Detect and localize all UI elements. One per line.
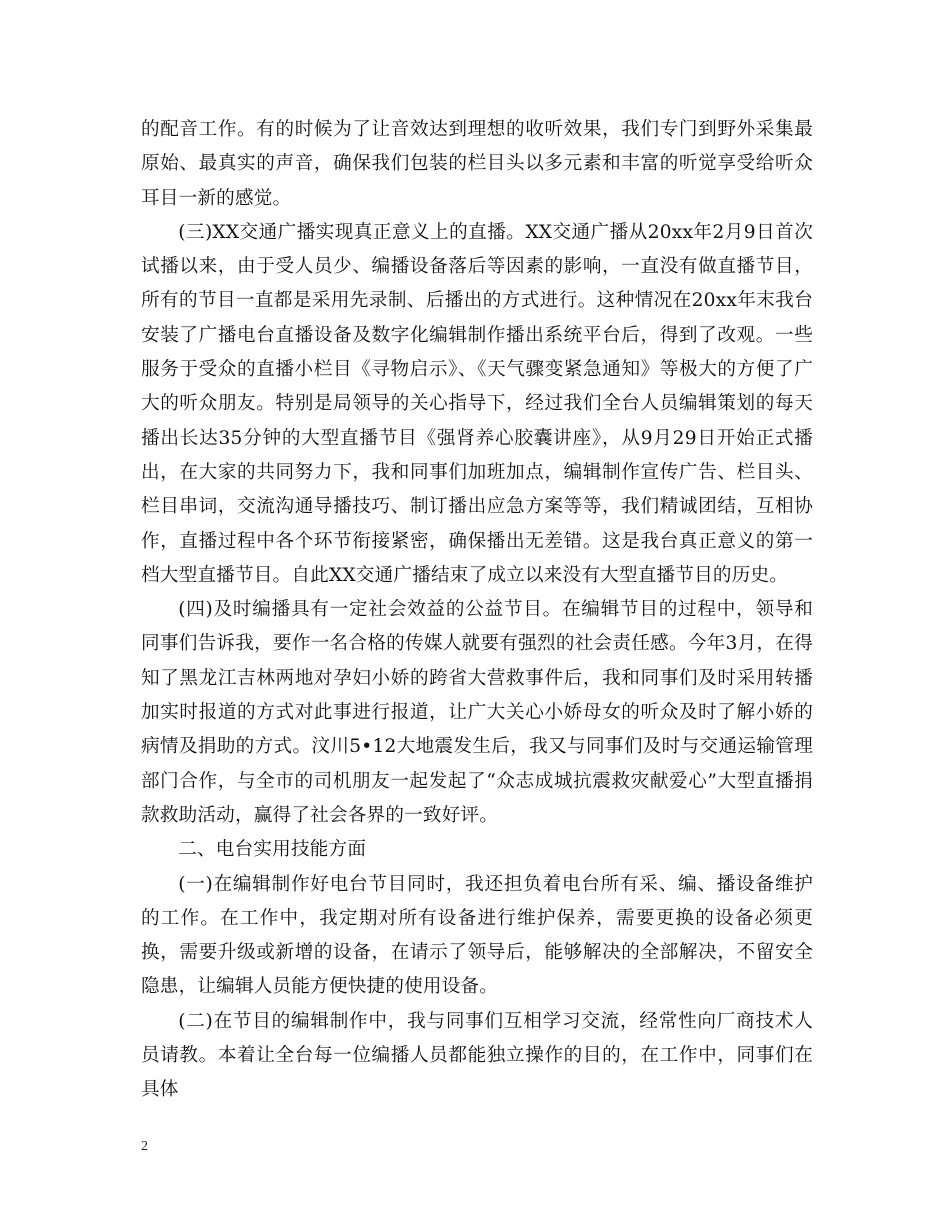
page-number: 2 <box>141 1139 148 1154</box>
paragraph-section-3: (三)XX交通广播实现真正意义上的直播。XX交通广播从20xx年2月9日首次试播以来，由于受人员少、编播设备落后等因素的影响，一直没有做直播节目，所有的节目一直都是采用先录制、后播出的方式进行。这种情况在20xx年末我台安装了广播电台直播设备及数字化编辑制作播出系统平台后，得到了改观。一些服务于受众的直播小栏目《寻物启示》、《天气骤变紧急通知》等极大的方便了广大的听众朋友。特别是局领导的关心指导下，经过我们全台人员编辑策划的每天播出长达35分钟的大型直播节目《强肾养心胶囊讲座》，从9月29日开始正式播出，在大家的共同努力下，我和同事们加班加点，编辑制作宣传广告、栏目头、栏目串词，交流沟通导播技巧、制订播出应急方案等等，我们精诚团结，互相协作，直播过程中各个环节衔接紧密，确保播出无差错。这是我台真正意义的第一档大型直播节目。自此XX交通广播结束了成立以来没有大型直播节目的历史。 <box>141 221 813 586</box>
paragraph-section-4: (四)及时编播具有一定社会效益的公益节目。在编辑节目的过程中，领导和同事们告诉我，要作一名合格的传媒人就要有强烈的社会责任感。今年3月，在得知了黑龙江吉林两地对孕妇小娇的跨省大营救事件后，我和同事们及时采用转播加实时报道的方式对此事进行报道，让广大关心小娇母女的听众及时了解小娇的病情及捐助的方式。汶川5•12大地震发生后，我又与同事们及时与交通运输管理部门合作，与全市的司机朋友一起发起了“众志成城抗震救灾献爱心”大型直播捐款救助活动，赢得了社会各界的一致好评。 <box>141 599 813 826</box>
document-body <box>141 113 813 1108</box>
section-heading-skills: 二、电台实用技能方面 <box>178 839 367 861</box>
paragraph-skills-1: (一)在编辑制作好电台节目同时，我还担负着电台所有采、编、播设备维护的工作。在工作中，我定期对所有设备进行维护保养，需要更换的设备必须更换，需要升级或新增的设备，在请示了领导后，能够解决的全部解决，不留安全隐患，让编辑人员能方便快捷的使用设备。 <box>141 873 813 998</box>
paragraph-continuation: 的配音工作。有的时候为了让音效达到理想的收听效果，我们专门到野外采集最原始、最真实的声音，确保我们包装的栏目头以多元素和丰富的听觉享受给听众耳目一新的感觉。 <box>141 119 813 209</box>
paragraph-skills-2: (二)在节目的编辑制作中，我与同事们互相学习交流，经常性向厂商技术人员请教。本着让全台每一位编播人员都能独立操作的目的，在工作中，同事们在具体 <box>141 1010 813 1101</box>
